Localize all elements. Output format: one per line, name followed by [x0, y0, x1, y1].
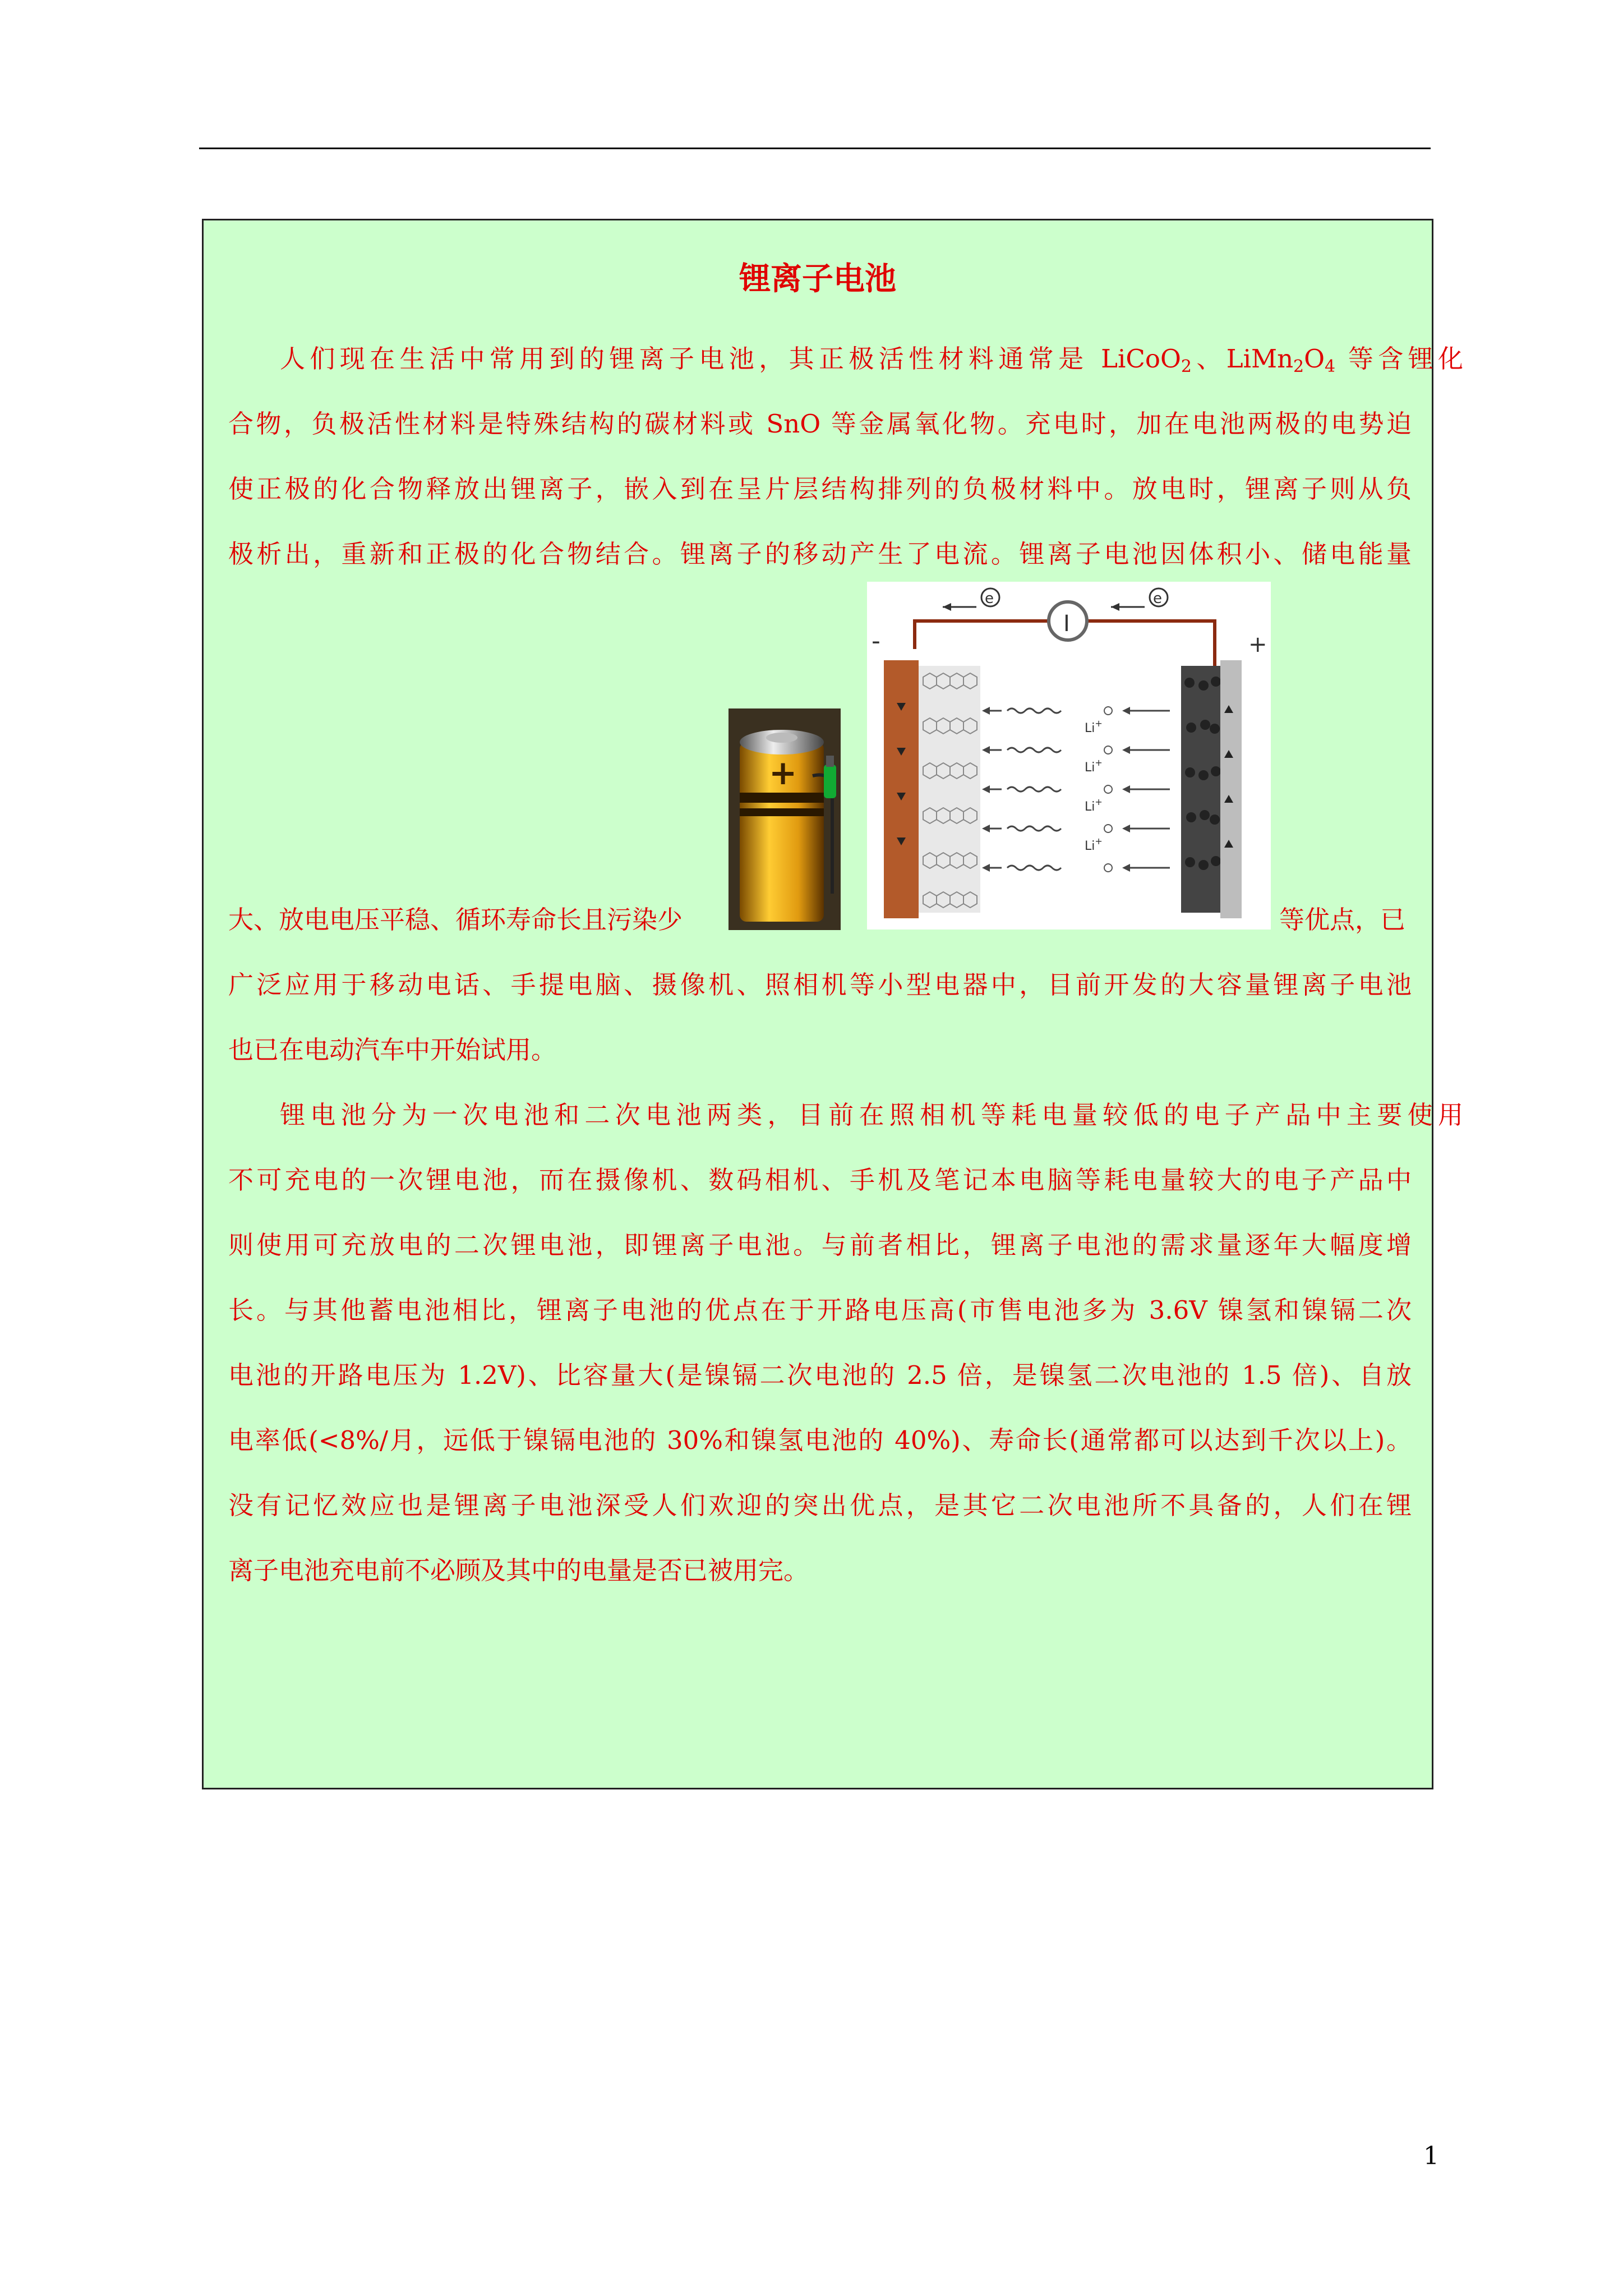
p2-line-5: 电池的开路电压为 1.2V)、比容量大(是镍镉二次电池的 2.5 倍，是镍氢二次电池的 1.5 倍)、自放	[228, 1360, 1412, 1390]
article-title: 锂离子电池	[739, 260, 896, 297]
battery-pump-image	[728, 708, 841, 930]
header-rule	[199, 148, 1431, 149]
p1-line-3: 使正极的化合物释放出锂离子，嵌入到在呈片层结构排列的负极材料中。放电时，锂离子则从负	[228, 474, 1412, 504]
p1-line-4: 极析出，重新和正极的化合物结合。锂离子的移动产生了电流。锂离子电池因体积小、储电能量	[228, 539, 1412, 569]
electron-label-right: e	[1153, 590, 1162, 607]
p1-line-5-right: 等优点，已	[1279, 905, 1406, 935]
page-number: 1	[1423, 2142, 1439, 2170]
plus-terminal: +	[1248, 632, 1267, 657]
minus-terminal: -	[872, 627, 880, 655]
p1-line-7: 也已在电动汽车中开始试用。	[228, 1035, 557, 1065]
meter-label: I	[1063, 611, 1070, 637]
p2-line-1: 锂电池分为一次电池和二次电池两类，目前在照相机等耗电量较低的电子产品中主要使用	[280, 1100, 1463, 1130]
p1-line-6: 广泛应用于移动电话、手提电脑、摄像机、照相机等小型电器中，目前开发的大容量锂离子电池	[228, 970, 1412, 1000]
p2-line-3: 则使用可充放电的二次锂电池，即锂离子电池。与前者相比，锂离子电池的需求量逐年大幅度增	[228, 1230, 1412, 1260]
p2-line-2: 不可充电的一次锂电池，而在摄像机、数码相机、手机及笔记本电脑等耗电量较大的电子产品中	[228, 1165, 1412, 1195]
li-ion-label-2: Li+	[1085, 757, 1103, 775]
p2-line-6: 电率低(<8%/月，远低于镍镉电池的 30%和镍氢电池的 40%)、寿命长(通常都可以达到千次以上)。	[228, 1425, 1412, 1455]
p2-line-4: 长。与其他蓄电池相比，锂离子电池的优点在于开路电压高(市售电池多为 3.6V 镍氢和镍镉二次	[228, 1295, 1412, 1325]
li-ion-diagram	[867, 582, 1271, 930]
p1-line-1: 人们现在生活中常用到的锂离子电池，其正极活性材料通常是 LiCoO$_2$、$LiMn_2O_4$ 等含锂化	[280, 344, 1463, 376]
li-ion-label-1: Li+	[1085, 718, 1103, 735]
p2-line-8: 离子电池充电前不必顾及其中的电量是否已被用完。	[228, 1556, 809, 1585]
li-ion-label-3: Li+	[1085, 797, 1103, 814]
li-ion-label-4: Li+	[1085, 836, 1103, 853]
electron-label-left: e	[985, 590, 994, 607]
p2-line-7: 没有记忆效应也是锂离子电池深受人们欢迎的突出优点，是其它二次电池所不具备的，人们在锂	[228, 1490, 1412, 1520]
p1-line-5-left: 大、放电电压平稳、循环寿命长且污染少	[228, 905, 683, 935]
article-box	[202, 219, 1463, 1789]
battery-plus-sign: +	[769, 753, 797, 793]
p1-line-2: 合物，负极活性材料是特殊结构的碳材料或 SnO 等金属氧化物。充电时，加在电池两极的电势迫	[228, 409, 1412, 439]
